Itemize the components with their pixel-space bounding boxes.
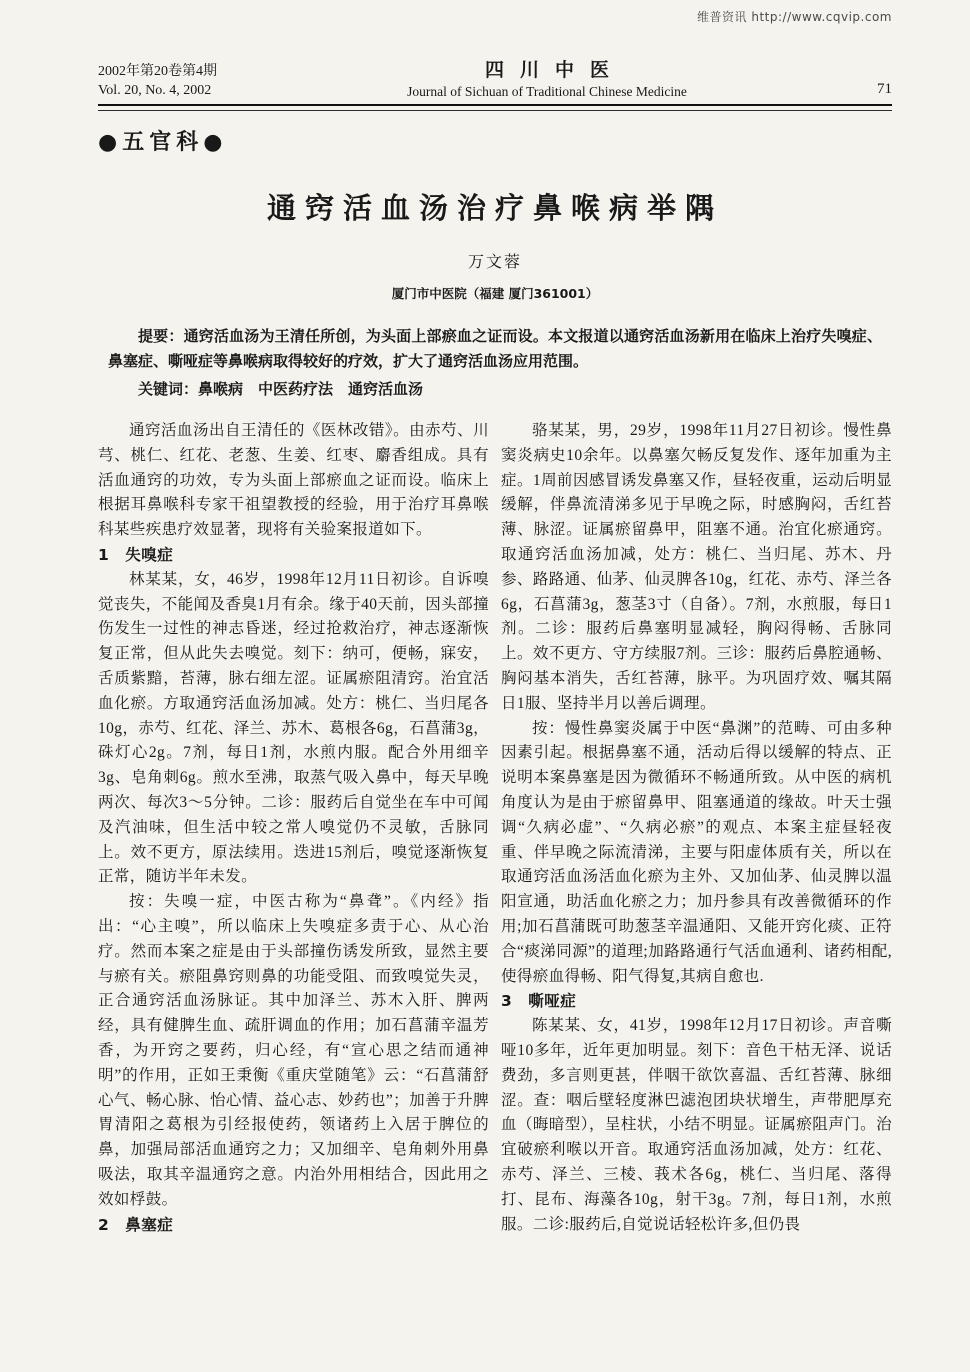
journal-header [98,55,892,100]
body-columns [98,419,892,1237]
section-banner: ●五官科● [98,130,228,155]
case-2-paragraph: 骆某某，男，29岁，1998年11月27日初诊。慢性鼻窦炎病史10余年。以鼻塞欠畅反复发作、逐年加重为主症。1周前因感冒诱发鼻塞又作，昼轻夜重，运动后明显缓解，伴鼻流清涕多见于早晚之际，时感胸闷，舌红苔薄、脉涩。证属瘀留鼻甲，阻塞不通。治宜化瘀通窍。取通窍活血汤加减，处方：桃仁、当归尾、苏木、丹参、路路通、仙茅、仙灵脾各10g，红花、赤芍、泽兰各6g，石菖蒲3g，葱茎3寸（自备）。7剂，水煎服，每日1剂。二诊：服药后鼻塞明显减轻，胸闷得畅、舌脉同上。效不更方、守方续服7剂。三诊：服药后鼻腔通畅、胸闷基本消失，舌红苔薄，脉平。为巩固疗效、嘱其隔日1服、坚持半月以善后调理。 [501,422,892,712]
journal-name-cn: 四川中医 [484,59,625,81]
journal-name-block [217,55,877,100]
abstract [108,324,882,375]
cqvip-watermark: 维普资讯 http://www.cqvip.com [697,10,892,24]
section-2-heading: 2 鼻塞症 [98,1215,174,1234]
volume-en: Vol. 20, No. 4, 2002 [98,83,212,98]
volume-info [98,62,217,100]
note-1-paragraph: 按：失嗅一症，中医古称为“鼻聋”。《内经》指出：“心主嗅”，所以临床上失嗅症多责于心、从心治疗。然而本案之症是由于头部撞伤诱发所致，显然主要与瘀有关。瘀阻鼻窍则鼻的功能受阻、而致嗅觉失灵，正合通窍活血汤脉证。其中加泽兰、苏木入肝、脾两经，具有健脾生血、疏肝调血的作用；加石菖蒲辛温芳香，为开窍之要药，归心经，有“宣心思之结而通神明”的作用，正如王秉衡《重庆堂随笔》云：“石菖蒲舒心气、畅心脉、怡心情、益心志、妙药也”；加善于升脾胃清阳之葛根为引经报使药，领诸药上入居于脾位的鼻，加强局部活血通窍之力；又加细辛、皂角刺外用鼻吸法，取其辛温通窍之意。内治外用相结合，因此用之效如桴鼓。 [98,893,489,1208]
page-number: 71 [877,81,892,97]
case-1-paragraph: 林某某，女，46岁，1998年12月11日初诊。自诉嗅觉丧失，不能闻及香臭1月有余。缘于40天前，因头部撞伤发生一过性的神志昏迷，经过抢救治疗，神志逐渐恢复正常，但从此失去嗅觉。刻下：纳可，便畅，寐安，舌质紫黯，苔薄，脉右细左涩。证属瘀阻清窍。治宜活血化瘀。方取通窍活血汤加减。处方：桃仁、当归尾各10g，赤芍、红花、泽兰、苏木、葛根各6g，石菖蒲3g，硃灯心2g。7剂，每日1剂，水煎内服。配合外用细辛3g、皂角刺6g。煎水至沸，取蒸气吸入鼻中，每天早晚两次、每次3～5分钟。二诊：服药后自觉坐在车中可闻及汽油味，但生活中较之常人嗅觉仍不灵敏，舌脉同上。效不更方，原法续用。迭进15剂后，嗅觉逐渐恢复正常，随访半年未发。 [98,570,489,886]
header-divider [98,104,892,111]
article-affiliation: 厦门市中医院（福建 厦门361001） [391,286,599,301]
keywords [108,377,882,403]
right-column [501,419,892,1237]
abstract-text: 通窍活血汤为王清任所创，为头面上部瘀血之证而设。本文报道以通窍活血汤新用在临床上治疗失嗅症、鼻塞症、嘶哑症等鼻喉病取得较好的疗效，扩大了通窍活血汤应用范围。 [108,329,882,370]
abstract-label: 提要： [138,327,184,345]
left-column [98,419,489,1237]
keywords-label: 关键词： [138,380,199,398]
keywords-text: 鼻喉病 中医药疗法 通窍活血汤 [198,382,424,398]
intro-paragraph: 通窍活血汤出自王清任的《医林改错》。由赤芍、川芎、桃仁、红花、老葱、生姜、红枣、麝香组成。具有活血通窍的功效，专为头面上部瘀血之证而设。临床上根据耳鼻喉科专家干祖望教授的经验，用于治疗耳鼻喉科某些疾患疗效显著，现将有关验案报道如下。 [98,422,489,539]
page-content [98,0,892,1237]
article-title: 通窍活血汤治疗鼻喉病举隅 [266,191,723,225]
journal-name-en: Journal of Sichuan of Traditional Chinese Medicine [407,84,687,99]
article-author: 万文蓉 [467,254,522,271]
section-1-heading: 1 失嗅症 [98,545,174,564]
section-3-heading: 3 嘶哑症 [501,992,577,1011]
note-2-paragraph: 按：慢性鼻窦炎属于中医“鼻渊”的范畴、可由多种因素引起。根据鼻塞不通，活动后得以缓解的特点、正说明本案鼻塞是因为微循环不畅通所致。从中医的病机角度认为是由于瘀留鼻甲、阻塞通道的缘故。叶天士强调“久病必虚”、“久病必瘀”的观点、本案主症昼轻夜重、伴早晚之际流清涕，主要与阳虚体质有关，所以在取通窍活血汤活血化瘀为主外、又加仙茅、仙灵脾以温阳宣通，助活血化瘀之力；加丹参具有改善微循环的作用;加石菖蒲既可助葱茎辛温通阳、又能开窍化痰、正符合“痰涕同源”的道理;加路路通行气活血通利、诸药相配,使得瘀血得畅、阳气得复,其病自愈也. [501,719,892,985]
case-3-paragraph: 陈某某、女，41岁，1998年12月17日初诊。声音嘶哑10多年，近年更加明显。刻下：音色干枯无泽、说话费劲，多言则更甚，伴咽干欲饮喜温、舌红苔薄、脉细涩。查：咽后壁轻度淋巴滤泡团块状增生，声带肥厚充血（晦暗型），呈柱状，小结不明显。证属瘀阻声门。治宜破瘀利喉以开音。取通窍活血汤加减，处方：红花、赤芍、泽兰、三棱、莪术各6g，桃仁、当归尾、落得打、昆布、海藻各10g，射干3g。7剂，每日1剂，水煎服。二诊:服药后,自觉说话轻松许多,但仍畏 [501,1017,892,1233]
volume-cn: 2002年第20卷第4期 [98,64,217,79]
